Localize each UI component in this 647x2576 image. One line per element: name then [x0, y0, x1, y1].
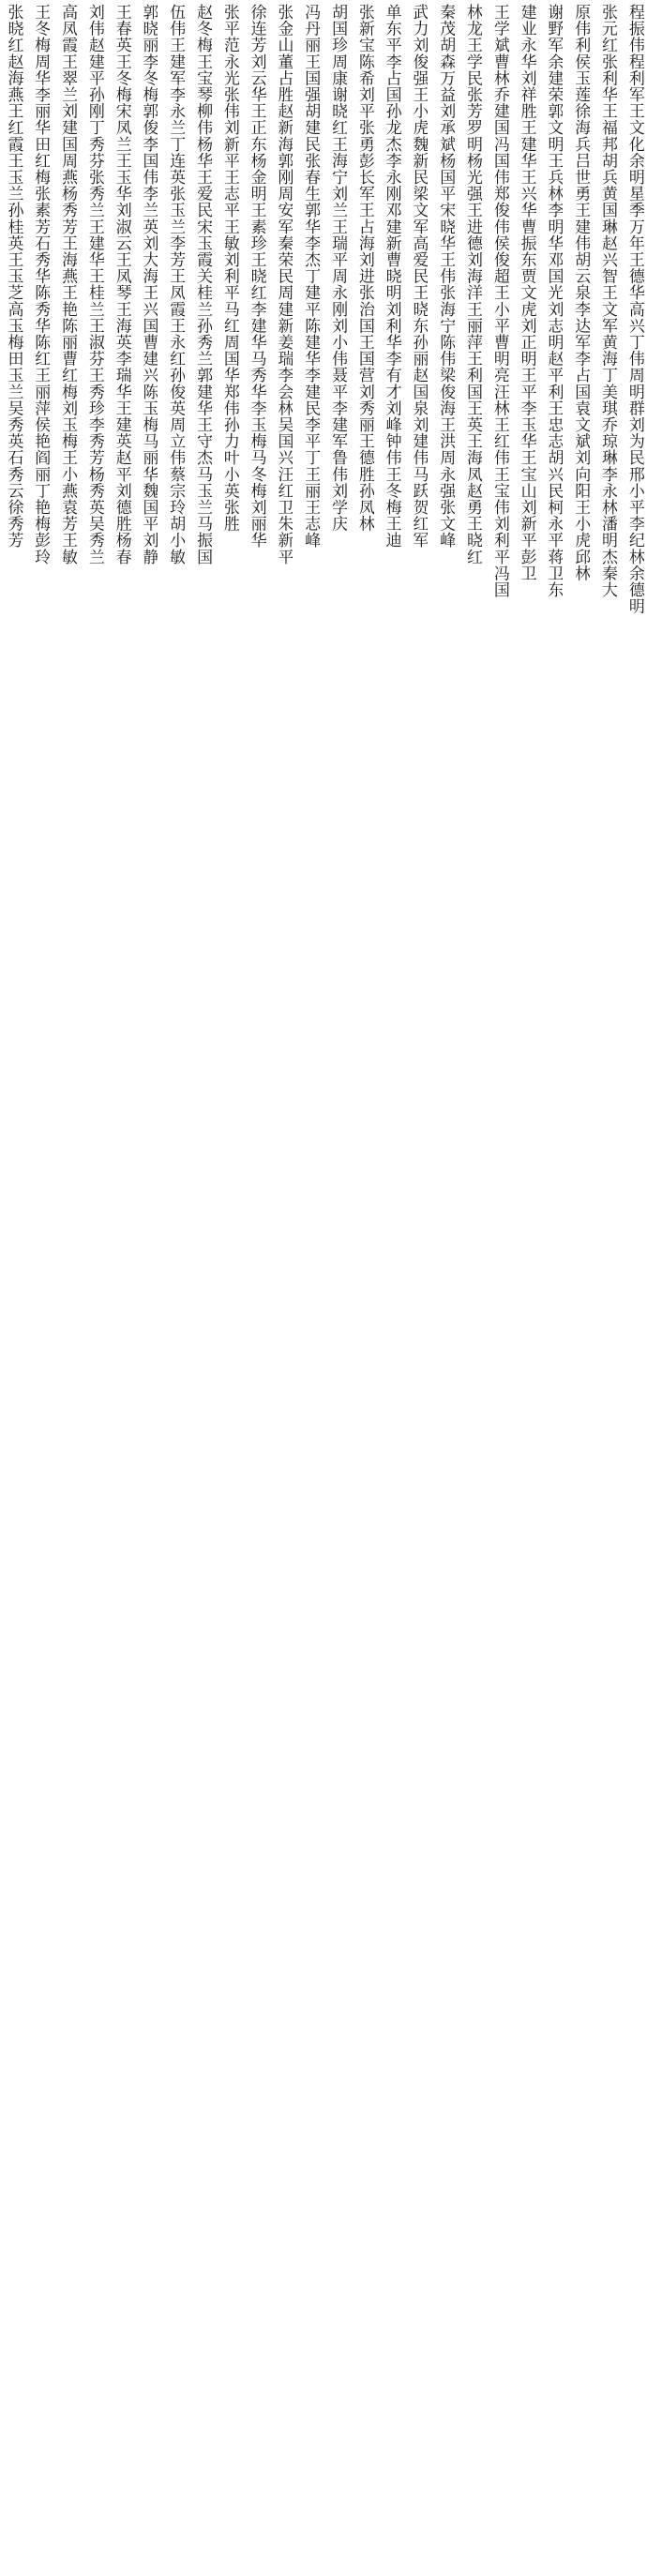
name-column-16: 张平范永光张伟刘新平王志平王敏刘利平马红周国华郑伟孙力叶小英张胜 [219, 4, 239, 533]
name-column-4: 谢野军余建荣郭文明王兵林李明华邓国光刘志明赵平利王忠志胡兴民柯永平蒋卫东 [544, 4, 564, 598]
name-column-20: 王春英王冬梅宋凤兰王玉华刘淑云王凤琴王海英李瑞华王建英赵平刘德胜杨春 [112, 4, 131, 565]
name-column-13: 冯丹丽王国强胡建民张春生郭华李杰丁建平陈建华李建民李平丁王丽王志峰 [301, 4, 321, 549]
name-column-2: 张元红张利华王福邦胡兵黄国琳赵兴智王文军黄海丁美琪乔琼琳李永林潘明杰秦大 [598, 4, 618, 598]
name-column-23: 王冬梅周华李丽华田红梅张素芳石秀华陈秀华陈红王丽萍侯艳阎丽丁艳梅彭玲 [31, 4, 51, 565]
name-column-21: 刘伟赵建平孙刚丁秀芬张秀兰王建华王桂兰王淑芬王秀珍李秀芳杨秀英吴秀兰 [84, 4, 104, 565]
name-column-3: 原伟利侯玉莲徐海兵吕世勇王建伟胡云泉李达军李占国袁文斌刘向阳王小虎邱林 [571, 4, 591, 581]
name-column-18: 伍伟王建军李永兰丁连英张玉兰李芳王凤霞王永红孙俊英周立伟蔡宗玲胡小敏 [166, 4, 186, 565]
name-column-19: 郭晓丽李冬梅郭俊李国伟李兰英刘大海王兴国曹建兴陈玉梅马丽华魏国平刘静 [139, 4, 158, 565]
name-column-17: 赵冬梅王宝琴柳伟杨华王爱民宋玉霞关桂兰孙秀兰郭建华王守杰马玉兰马振国 [193, 4, 213, 565]
name-column-10: 单东平李占国孙龙杰李永刚邓建新曹晓明刘利华李有才刘峰钟伟王冬梅王迪 [382, 4, 401, 549]
name-column-12: 胡国珍周康谢晓红王海宁刘兰王瑞平周永刚刘小伟聂平李建军鲁伟刘学庆 [328, 4, 348, 533]
name-column-15: 徐连芳刘云华王正东杨金明王素珍王晓红李建华马秀华李玉梅马冬梅刘丽华 [247, 4, 266, 549]
name-column-24: 张晓红赵海燕王红霞王玉兰孙桂英王玉芝高玉梅田玉兰吴秀英石秀云徐秀芳 [4, 4, 23, 549]
name-column-9: 武力刘俊强王小虎魏新民梁文军高爱民王晓东孙丽赵国泉刘建伟马跃贺红军 [409, 4, 429, 549]
name-column-14: 张金山董占胜赵新海郭刚周安军秦荣民周建新姜瑞李会林吴国兴汪红卫朱新平 [274, 4, 293, 565]
name-column-8: 秦茂胡森万益刘承斌杨国平宋晓华王伟张海宁陈伟梁俊海王洪周永强张文峰 [436, 4, 456, 549]
name-column-7: 林龙王学民张芳罗明杨光强王进德刘海洋王丽萍王利国王英王海凤赵勇王晓红 [463, 4, 483, 565]
name-column-6: 王学斌曹林乔建国冯国伟郑俊伟侯俊超王小平曹明亮汪林王红伟王宝伟刘利平冯国 [489, 4, 509, 598]
name-column-1: 程振伟程利军王文化余明星季万年王德华高兴丁伟周明群刘为民邢小平李纪林余德明 [624, 4, 644, 615]
name-column-22: 高凤霞王翠兰刘建国周燕杨秀芳王海燕王艳陈丽曹红梅刘玉梅王小燕袁芳王敏 [58, 4, 78, 565]
name-column-11: 张新宝陈希刘平张勇彭长军王占海刘进张治国王国营刘秀丽王德胜孙凤林 [354, 4, 374, 533]
name-column-5: 建业永华刘祥胜王建华王兴华曹振东贾文虎刘正明王平李玉华王宝山刘新平彭卫 [517, 4, 536, 581]
